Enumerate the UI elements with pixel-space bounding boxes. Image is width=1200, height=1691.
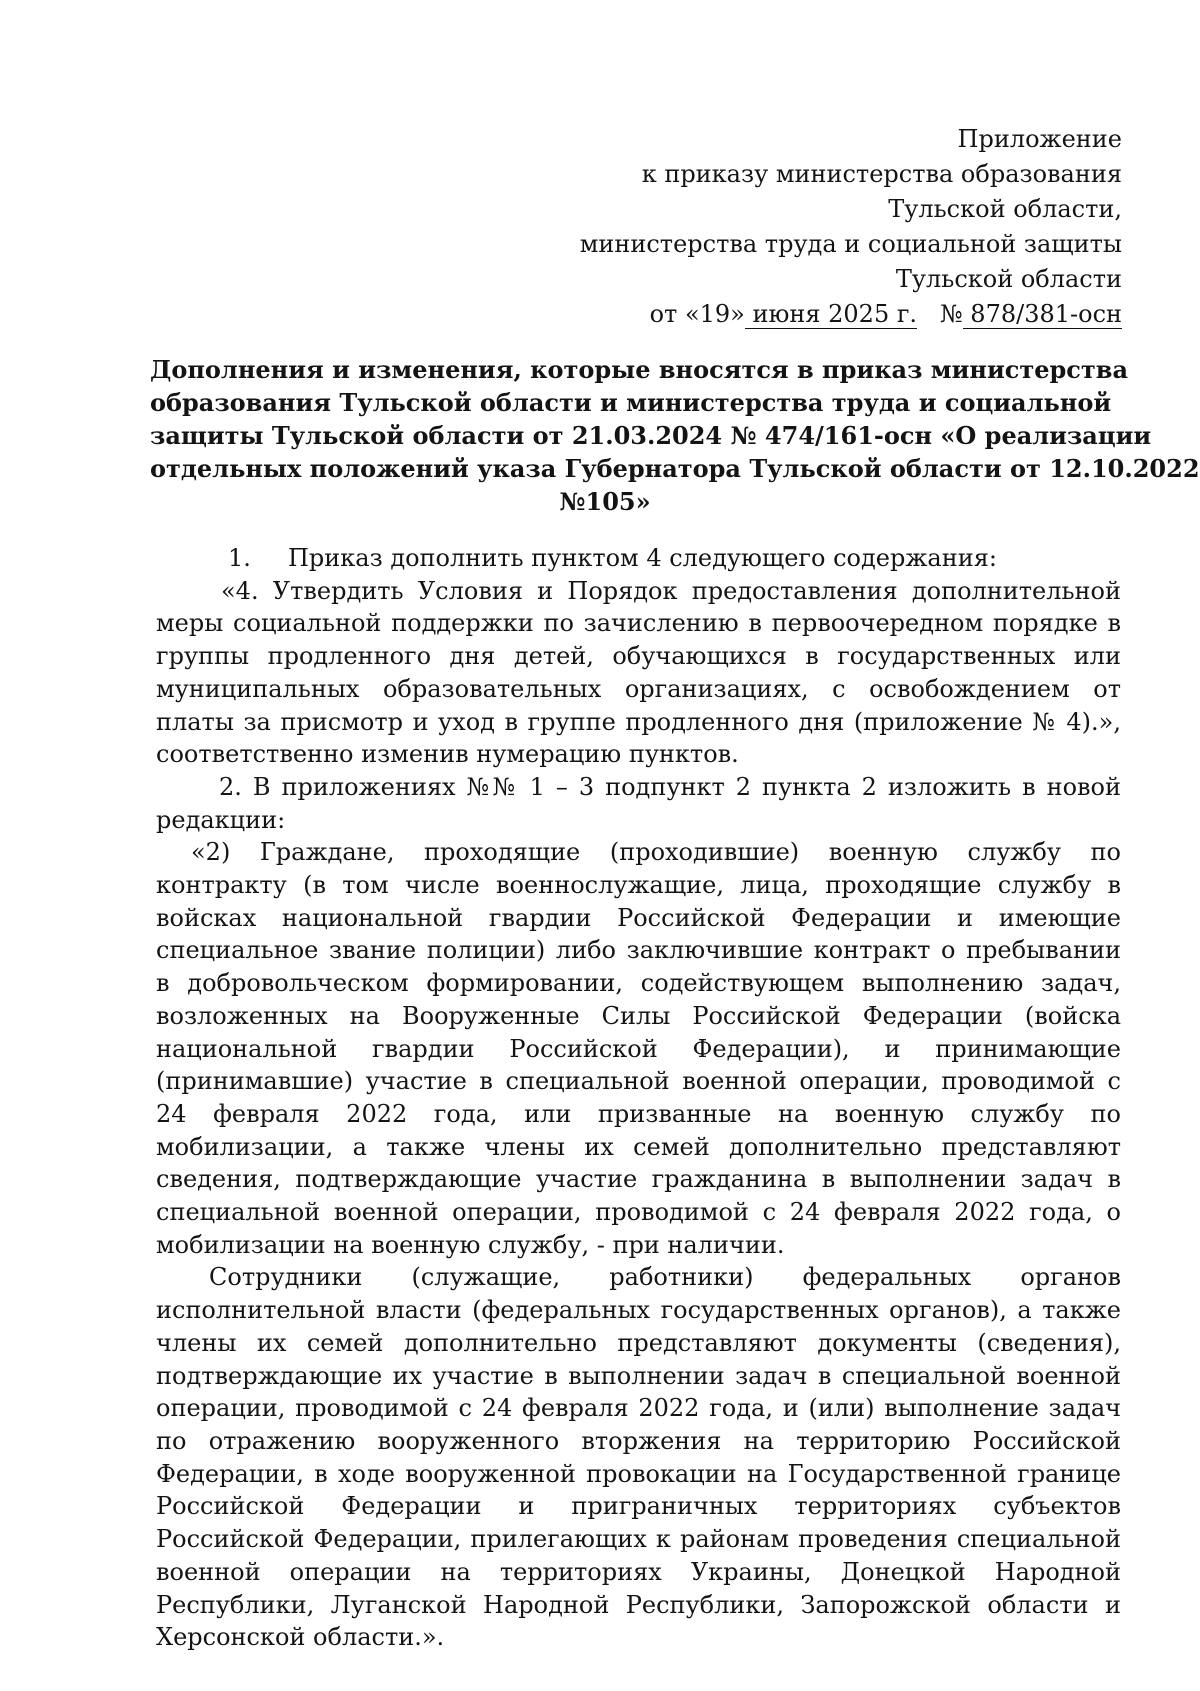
document-title (150, 353, 1200, 518)
title-line-3: защиты Тульской области от 21.03.2024 № 474/161-осн «О реализации (150, 421, 1152, 450)
number-prefix: № (939, 300, 963, 328)
date-prefix: от «19» (649, 300, 745, 328)
title-line-2: образования Тульской области и министерства труда и социальной (150, 388, 1112, 417)
item-2-heading: 2. В приложениях №№ 1 – 3 подпункт 2 пункта 2 изложить в новой редакции: (156, 772, 1121, 834)
appendix-header (562, 122, 1122, 332)
item-1-text: Приказ дополнить пунктом 4 следующего содержания: (288, 544, 997, 572)
title-line-5: №105» (559, 487, 651, 516)
item-1-quote: «4. Утвердить Условия и Порядок предоставления дополнительной меры социальной поддержки по зачислению в первоочередном порядке в группы продленного дня детей, обучающихся в государственных или муниципальных образовательных организациях, с освобождением от платы за присмотр и уход в группе продленного дня (приложение № 4).», соответственно изменив нумерацию пунктов. (156, 576, 1121, 769)
title-line-4: отдельных положений указа Губернатора Тульской области от 12.10.2022 (150, 454, 1200, 483)
item-1-number: 1. (228, 544, 251, 572)
document-body (156, 542, 1121, 1654)
appendix-line-3: Тульской области, (888, 195, 1122, 223)
item-2-employees: Сотрудники (служащие, работники) федеральных органов исполнительной власти (федеральных государственных органов), а также члены их семей дополнительно представляют документы (сведения), подтверждающие их участие в выполнении задач в специальной военной операции, проводимой с 24 февраля 2022 года, и (или) выполнение задач по отражению вооруженного вторжения на территорию Российской Федерации, в ходе вооруженной провокации на Государственной границе Российской Федерации и приграничных территориях субъектов Российской Федерации, прилегающих к районам проведения специальной военной операции на территориях Украины, Донецкой Народной Республики, Луганской Народной Республики, Запорожской области и Херсонской области.». (156, 1263, 1121, 1652)
appendix-line-5: Тульской области (895, 265, 1122, 293)
title-line-1: Дополнения и изменения, которые вносятся в приказ министерства (150, 355, 1129, 384)
item-1-heading (156, 542, 1121, 575)
number-value: 878/381-осн (962, 300, 1122, 328)
item-2-quote: «2) Граждане, проходящие (проходившие) военную службу по контракту (в том числе военнослужащие, лица, проходящие службу в войсках национальной гвардии Российской Федерации и имеющие специальное звание полиции) либо заключившие контракт о пребывании в добровольческом формировании, содействующем выполнению задач, возложенных на Вооруженные Силы Российской Федерации (войска национальной гвардии Российской Федерации), и принимающие (принимавшие) участие в специальной военной операции, проводимой с 24 февраля 2022 года, или призванные на военную службу по мобилизации, а также члены их семей дополнительно представляют сведения, подтверждающие участие гражданина в выполнении задач в специальной военной операции, проводимой с 24 февраля 2022 года, о мобилизации на военную службу, - при наличии. (156, 838, 1121, 1259)
appendix-line-4: министерства труда и социальной защиты (579, 230, 1122, 258)
date-value: июня 2025 г. (744, 300, 918, 328)
appendix-date-line (562, 297, 1122, 332)
appendix-line-1: Приложение (957, 125, 1122, 153)
appendix-line-2: к приказу министерства образования (641, 160, 1122, 188)
